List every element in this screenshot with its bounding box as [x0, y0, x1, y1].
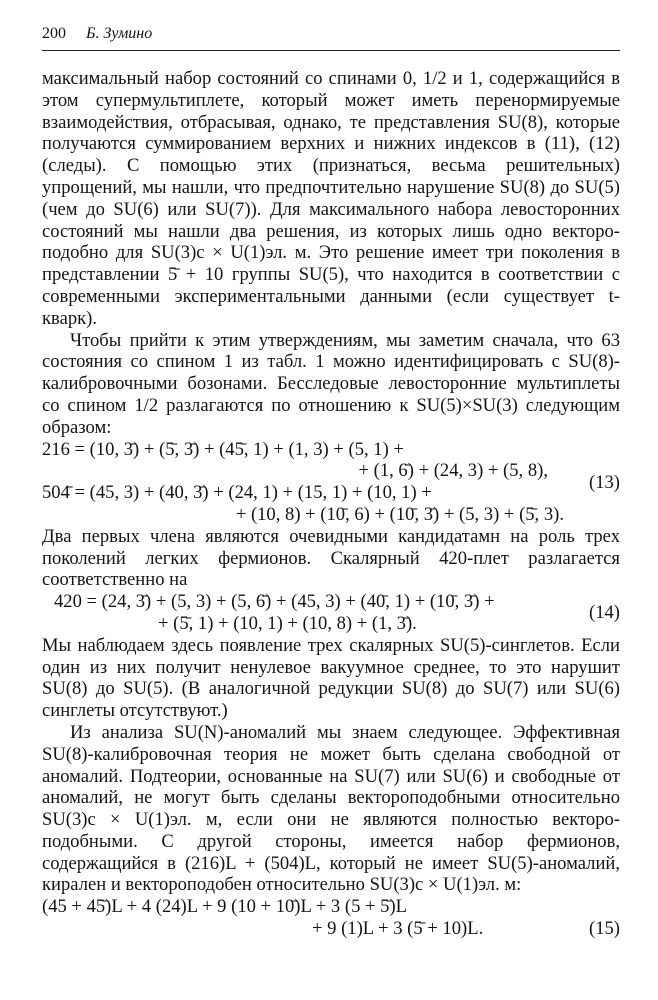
equation-15-line-1: (45 + 45̄)L + 4 (24)L + 9 (10 + 10̄)L + 3 (5 + 5̄)L: [42, 896, 407, 918]
paragraph-1: максимальный набор состояний со спинами 0, 1/2 и 1, содержащийся в этом супермультиплете, который может иметь перенормируемые взаимодействия, отбрасывая, однако, те представления SU(8), которые получаются суммированием верхних и нижних индексов в (11), (12) (следы). С помощью этих (признаться, весьма решительных) упрощений, мы нашли, что предпочтительно нарушение SU(8) до SU(5) (чем до SU(6) или SU(7)). Для максимального набора левосторонних состояний мы нашли два решения, из которых лишь одно вектороподобно для SU(3)c × U(1)эл. м. Это решение имеет три поколения в представлении 5̄ + 10 группы SU(5), что находится в соответствии с современными экспериментальными данными (если существует t-кварк).: [42, 68, 620, 329]
running-head-author: Б. Зумино: [86, 25, 153, 42]
equation-15: [42, 896, 620, 940]
equation-14: [42, 591, 620, 635]
equation-14-number: (14): [589, 602, 620, 624]
equation-13-line-3: 504̄ = (45, 3) + (40, 3̄) + (24, 1) + (15, 1) + (10, 1) +: [42, 482, 432, 504]
equation-14-line-1: 420 = (24, 3̄) + (5, 3) + (5, 6̄) + (45, 3) + (40̄, 1) + (10̄, 3̄) +: [54, 591, 495, 613]
page-number: 200: [42, 25, 66, 42]
running-header: [42, 24, 620, 51]
equation-13-line-1: 216 = (10, 3̄) + (5̄, 3̄) + (45̄, 1) + (1, 3) + (5, 1) +: [42, 438, 404, 460]
paragraph-3: Два первых члена являются очевидными кандидатамн на роль трех поколений легких фермионов. Скалярный 420-плет разлагается соответственно на: [42, 525, 620, 591]
page-body: [42, 68, 620, 940]
equation-14-line-2: + (5̄, 1) + (10, 1) + (10, 8) + (1, 3̄).: [158, 612, 417, 634]
equation-15-line-2: + 9 (1)L + 3 (5̄ + 10)L.: [312, 918, 484, 940]
paragraph-5: Из анализа SU(N)-аномалий мы знаем следующее. Эффективная SU(8)-калибровочная теория не может быть сделана свободной от аномалий. Подтеории, основанные на SU(7) или SU(6) и свободные от аномалий, не могут быть сделаны вектороподобными относительно SU(3)c × U(1)эл. м, если они не являются полностью вектороподобными. С другой стороны, имеется набор фермионов, содержащийся в (216)L + (504)L, который не имеет SU(5)-аномалий, кирален и вектороподобен относительно SU(3)c × U(1)эл. м:: [42, 721, 620, 896]
equation-13-number: (13): [589, 471, 620, 493]
equation-15-number: (15): [589, 918, 620, 940]
equation-13-line-2: + (1, 6̄) + (24, 3) + (5, 8),: [358, 460, 548, 482]
paragraph-4: Мы наблюдаем здесь появление трех скалярных SU(5)-синглетов. Если один из них получит ненулевое вакуумное среднее, то это нарушит SU(8) до SU(5). (В аналогичной редукции SU(8) до SU(7) или SU(6) синглеты отсутствуют.): [42, 634, 620, 722]
equation-13-line-4: + (10, 8) + (10̄, 6) + (10̄, 3̄) + (5, 3) + (5̄, 3).: [235, 503, 564, 525]
equation-13: [42, 439, 620, 526]
paragraph-2: Чтобы прийти к этим утверждениям, мы заметим сначала, что 63 состояния со спином 1 из табл. 1 можно идентифицировать с SU(8)-калибровочными бозонами. Бесследовые левосторонние мультиплеты со спином 1/2 разлагаются по отношению к SU(5)×SU(3) следующим образом:: [42, 329, 620, 438]
